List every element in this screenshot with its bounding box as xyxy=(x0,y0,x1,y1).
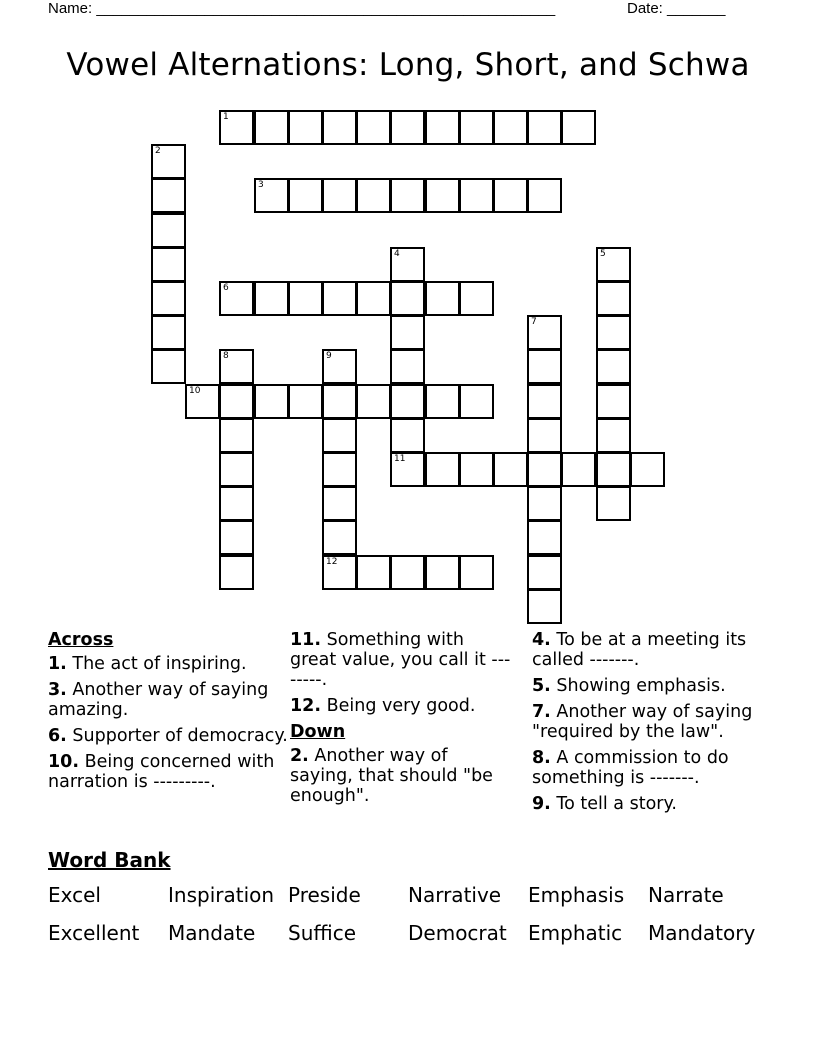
crossword-cell[interactable] xyxy=(322,178,357,213)
cell-number: 2 xyxy=(155,146,161,156)
word-bank-item: Emphatic xyxy=(528,921,623,945)
word-bank-item: Mandatory xyxy=(648,921,756,945)
name-field[interactable]: Name: _______________________________________________________ xyxy=(48,0,556,17)
clue-down-2 xyxy=(290,746,515,806)
clues-column-1 xyxy=(48,630,288,798)
cell-number: 1 xyxy=(223,112,229,122)
crossword-cell[interactable] xyxy=(527,452,562,487)
clue-number: 11. xyxy=(290,630,322,650)
crossword-cell[interactable] xyxy=(254,178,289,213)
crossword-cell[interactable] xyxy=(390,178,425,213)
crossword-cell[interactable] xyxy=(322,486,357,521)
crossword-cell[interactable] xyxy=(425,281,460,316)
crossword-cell[interactable] xyxy=(493,178,528,213)
crossword-cell[interactable] xyxy=(561,110,596,145)
crossword-cell[interactable] xyxy=(322,418,357,453)
crossword-cell[interactable] xyxy=(219,520,254,555)
cell-number: 4 xyxy=(394,249,400,259)
crossword-cell[interactable] xyxy=(596,418,631,453)
cell-number: 11 xyxy=(394,454,406,464)
crossword-cell[interactable] xyxy=(459,110,494,145)
crossword-cell[interactable] xyxy=(151,349,186,384)
word-bank-item: Inspiration xyxy=(168,883,275,907)
word-bank-item: Democrat xyxy=(408,921,507,945)
crossword-cell[interactable] xyxy=(630,452,665,487)
clue-across-6 xyxy=(48,726,288,746)
cell-number: 3 xyxy=(258,180,264,190)
crossword-cell[interactable] xyxy=(288,384,323,419)
crossword-cell[interactable] xyxy=(527,555,562,590)
cell-number: 7 xyxy=(531,317,537,327)
crossword-cell[interactable] xyxy=(390,281,425,316)
clue-number: 4. xyxy=(532,630,551,650)
crossword-cell[interactable] xyxy=(527,589,562,624)
crossword-cell[interactable] xyxy=(219,452,254,487)
crossword-cell[interactable] xyxy=(459,384,494,419)
crossword-cell[interactable] xyxy=(596,452,631,487)
crossword-cell[interactable] xyxy=(596,349,631,384)
clue-number: 12. xyxy=(290,696,322,716)
crossword-cell[interactable] xyxy=(151,281,186,316)
clue-down-5 xyxy=(532,676,762,696)
across-heading: Across xyxy=(48,630,114,650)
crossword-cell[interactable] xyxy=(151,315,186,350)
crossword-cell[interactable] xyxy=(356,178,391,213)
crossword-cell[interactable] xyxy=(527,315,562,350)
down-heading: Down xyxy=(290,722,346,742)
crossword-cell[interactable] xyxy=(151,247,186,282)
crossword-cell[interactable] xyxy=(527,486,562,521)
cell-number: 5 xyxy=(600,249,606,259)
crossword-cell[interactable] xyxy=(219,110,254,145)
crossword-cell[interactable] xyxy=(151,213,186,248)
clue-text: Being concerned with narration is ---------. xyxy=(48,752,275,792)
cell-number: 6 xyxy=(223,283,229,293)
crossword-cell[interactable] xyxy=(356,281,391,316)
crossword-cell[interactable] xyxy=(425,178,460,213)
crossword-cell[interactable] xyxy=(561,452,596,487)
word-bank-item: Emphasis xyxy=(528,883,625,907)
clue-number: 6. xyxy=(48,726,67,746)
crossword-cell[interactable] xyxy=(425,110,460,145)
clue-text: Being very good. xyxy=(326,696,476,716)
crossword-cell[interactable] xyxy=(390,452,425,487)
crossword-cell[interactable] xyxy=(322,555,357,590)
crossword-cell[interactable] xyxy=(288,281,323,316)
crossword-cell[interactable] xyxy=(596,315,631,350)
crossword-cell[interactable] xyxy=(390,247,425,282)
clue-text: Another way of saying amazing. xyxy=(48,680,269,720)
crossword-cell[interactable] xyxy=(254,281,289,316)
crossword-cell[interactable] xyxy=(219,281,254,316)
crossword-cell[interactable] xyxy=(425,555,460,590)
crossword-cell[interactable] xyxy=(459,452,494,487)
clues-column-3 xyxy=(532,630,762,820)
crossword-cell[interactable] xyxy=(459,178,494,213)
clue-across-10 xyxy=(48,752,288,792)
word-bank-item: Suffice xyxy=(288,921,357,945)
clue-across-12 xyxy=(290,696,515,716)
clue-text: Showing emphasis. xyxy=(556,676,726,696)
clues-column-2 xyxy=(290,630,515,812)
crossword-cell[interactable] xyxy=(390,315,425,350)
clue-number: 10. xyxy=(48,752,80,772)
crossword-cell[interactable] xyxy=(151,178,186,213)
crossword-cell[interactable] xyxy=(322,384,357,419)
clue-number: 8. xyxy=(532,748,551,768)
crossword-cell[interactable] xyxy=(527,384,562,419)
clue-down-8 xyxy=(532,748,762,788)
page-title: Vowel Alternations: Long, Short, and Schwa xyxy=(66,47,750,83)
word-bank-title: Word Bank xyxy=(48,848,171,872)
clue-number: 1. xyxy=(48,654,67,674)
clue-across-3 xyxy=(48,680,288,720)
crossword-cell[interactable] xyxy=(527,178,562,213)
crossword-cell[interactable] xyxy=(219,349,254,384)
clue-text: Another way of saying, that should "be enough". xyxy=(290,746,493,806)
crossword-cell[interactable] xyxy=(493,452,528,487)
word-bank-item: Mandate xyxy=(168,921,256,945)
clue-number: 3. xyxy=(48,680,67,700)
crossword-cell[interactable] xyxy=(322,110,357,145)
clue-text: The act of inspiring. xyxy=(72,654,247,674)
crossword-cell[interactable] xyxy=(219,486,254,521)
cell-number: 12 xyxy=(326,557,338,567)
clue-text: To be at a meeting its called -------. xyxy=(532,630,747,670)
cell-number: 8 xyxy=(223,351,229,361)
crossword-cell[interactable] xyxy=(527,418,562,453)
crossword-cell[interactable] xyxy=(219,418,254,453)
crossword-cell[interactable] xyxy=(459,281,494,316)
word-bank-item: Narrate xyxy=(648,883,724,907)
clue-text: A commission to do something is -------. xyxy=(532,748,729,788)
crossword-cell[interactable] xyxy=(390,418,425,453)
crossword-cell[interactable] xyxy=(356,110,391,145)
crossword-cell[interactable] xyxy=(322,520,357,555)
clue-number: 2. xyxy=(290,746,309,766)
crossword-cell[interactable] xyxy=(254,384,289,419)
crossword-cell[interactable] xyxy=(425,452,460,487)
clue-down-9 xyxy=(532,794,762,814)
crossword-cell[interactable] xyxy=(390,110,425,145)
crossword-cell[interactable] xyxy=(390,349,425,384)
clue-across-1 xyxy=(48,654,288,674)
cell-number: 9 xyxy=(326,351,332,361)
cell-number: 10 xyxy=(189,386,201,396)
crossword-cell[interactable] xyxy=(527,110,562,145)
crossword-cell[interactable] xyxy=(322,349,357,384)
clue-across-11 xyxy=(290,630,515,690)
clue-text: Something with great value, you call it --------. xyxy=(290,630,511,690)
clue-text: Supporter of democracy. xyxy=(72,726,288,746)
crossword-cell[interactable] xyxy=(254,110,289,145)
clue-text: Another way of saying "required by the law". xyxy=(532,702,753,742)
crossword-cell[interactable] xyxy=(322,452,357,487)
word-bank-item: Narrative xyxy=(408,883,502,907)
crossword-cell[interactable] xyxy=(288,110,323,145)
crossword-cell[interactable] xyxy=(596,247,631,282)
crossword-cell[interactable] xyxy=(219,384,254,419)
clue-text: To tell a story. xyxy=(556,794,677,814)
crossword-cell[interactable] xyxy=(390,555,425,590)
clue-down-7 xyxy=(532,702,762,742)
crossword-cell[interactable] xyxy=(596,281,631,316)
word-bank-item: Preside xyxy=(288,883,361,907)
crossword-cell[interactable] xyxy=(425,384,460,419)
word-bank-item: Excel xyxy=(48,883,101,907)
crossword-cell[interactable] xyxy=(356,384,391,419)
word-bank-item: Excellent xyxy=(48,921,140,945)
clue-down-4 xyxy=(532,630,762,670)
crossword-cell[interactable] xyxy=(390,384,425,419)
clue-number: 5. xyxy=(532,676,551,696)
crossword-cell[interactable] xyxy=(527,520,562,555)
crossword-cell[interactable] xyxy=(151,144,186,179)
crossword-cell[interactable] xyxy=(459,555,494,590)
crossword-cell[interactable] xyxy=(596,486,631,521)
crossword-cell[interactable] xyxy=(493,110,528,145)
crossword-cell[interactable] xyxy=(185,384,220,419)
crossword-cell[interactable] xyxy=(356,555,391,590)
date-field[interactable]: Date: _______ xyxy=(627,0,726,17)
crossword-cell[interactable] xyxy=(322,281,357,316)
clue-number: 9. xyxy=(532,794,551,814)
crossword-cell[interactable] xyxy=(527,349,562,384)
clue-number: 7. xyxy=(532,702,551,722)
crossword-cell[interactable] xyxy=(219,555,254,590)
crossword-cell[interactable] xyxy=(596,384,631,419)
crossword-cell[interactable] xyxy=(288,178,323,213)
